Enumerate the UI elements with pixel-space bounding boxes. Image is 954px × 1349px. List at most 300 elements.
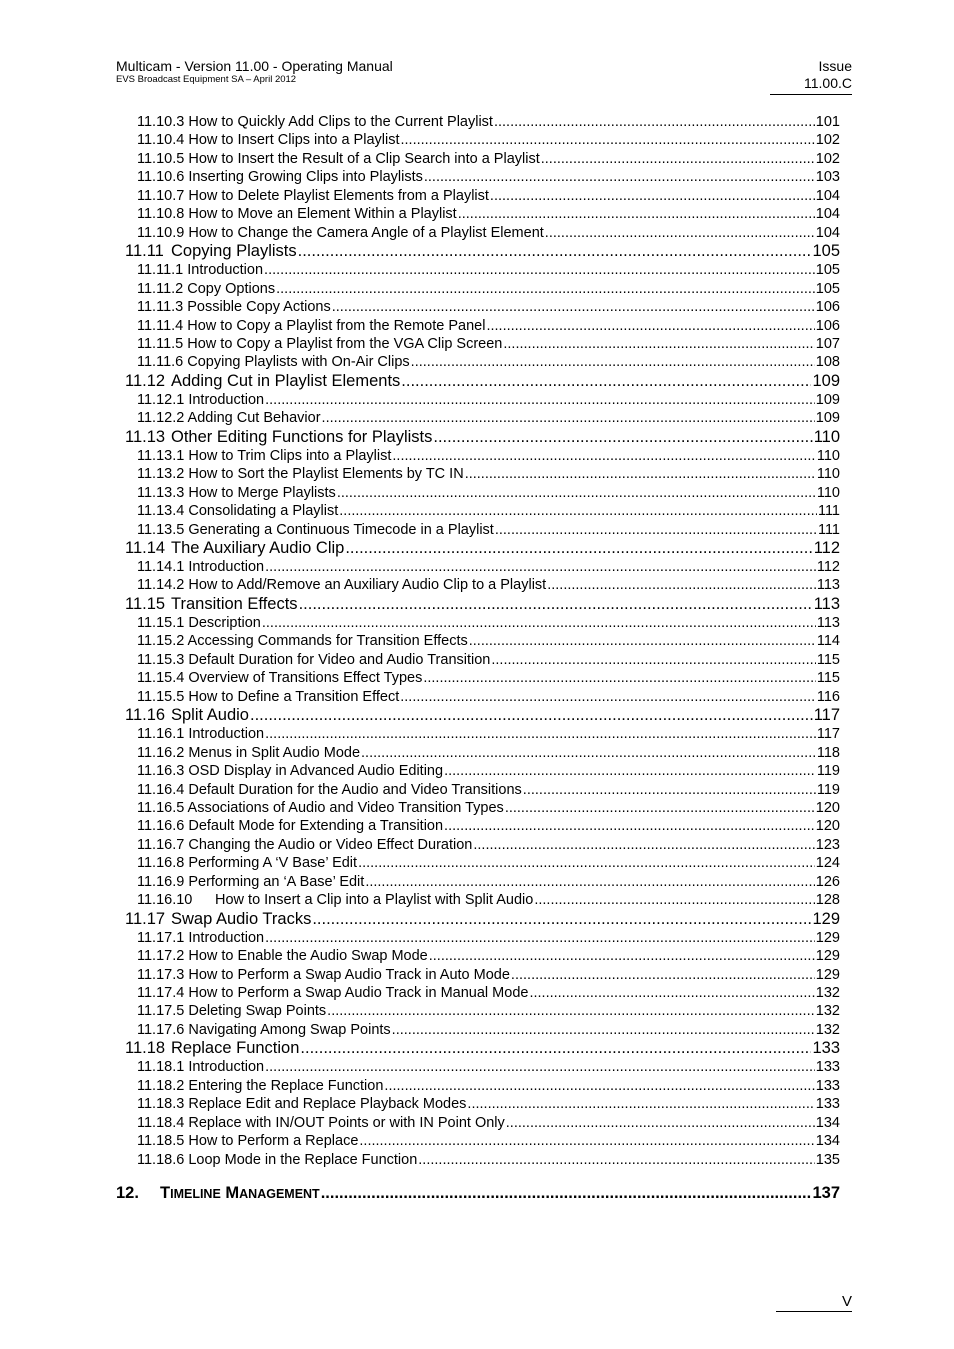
toc-subsection-entry[interactable] <box>137 799 840 817</box>
entry-title: How to Sort the Playlist Elements by TC IN <box>188 466 464 483</box>
issue-block <box>770 58 852 95</box>
entry-page-number: 102 <box>815 132 840 149</box>
entry-label <box>137 966 510 984</box>
dot-leader <box>361 744 816 762</box>
toc-subsection-entry[interactable] <box>137 984 840 1002</box>
entry-page-number: 113 <box>813 594 840 613</box>
entry-title: How to Delete Playlist Elements from a Playlist <box>188 187 489 204</box>
toc-subsection-entry[interactable] <box>137 150 840 168</box>
entry-label <box>137 817 443 835</box>
entry-title: How to Perform a Swap Audio Track in Manual Mode <box>188 985 529 1001</box>
entry-number: 11.18.4 <box>137 1114 185 1131</box>
entry-number: 11.16.6 <box>137 818 185 835</box>
entry-number: 11.16.7 <box>137 836 185 853</box>
toc-subsection-entry[interactable] <box>137 1095 840 1113</box>
entry-number: 11.12.2 <box>137 410 185 427</box>
entry-number: 11.11 <box>125 242 164 261</box>
dot-leader <box>265 725 816 743</box>
dot-leader <box>265 929 815 947</box>
issue-label: Issue <box>818 58 852 74</box>
toc-subsection-entry[interactable] <box>137 873 840 891</box>
entry-page-number: 104 <box>815 206 840 223</box>
dot-leader <box>365 873 814 891</box>
entry-label <box>137 762 443 780</box>
entry-page-number: 133 <box>812 1039 840 1058</box>
entry-number: 11.13.2 <box>137 466 185 483</box>
entry-label <box>125 372 400 391</box>
entry-number: 11.18.1 <box>137 1059 185 1076</box>
toc-subsection-entry[interactable] <box>137 891 840 909</box>
entry-number: 11.11.3 <box>137 299 184 316</box>
entry-page-number: 112 <box>816 559 840 575</box>
entry-number: 11.15.5 <box>137 688 185 705</box>
entry-title: Introduction <box>188 391 265 408</box>
toc-section-entry[interactable] <box>125 242 840 261</box>
dot-leader <box>401 372 811 391</box>
entry-label <box>137 353 410 371</box>
entry-title: Introduction <box>188 1059 265 1076</box>
manual-title: Multicam - Version 11.00 - Operating Manual <box>116 58 393 74</box>
dot-leader <box>429 947 815 965</box>
entry-title: The Auxiliary Audio Clip <box>171 539 345 557</box>
entry-label <box>137 558 264 576</box>
entry-label <box>137 280 275 298</box>
entry-title: How to Perform a Replace <box>188 1133 359 1150</box>
entry-page-number: 117 <box>813 706 840 725</box>
entry-title: Inserting Growing Clips into Playlists <box>188 169 423 186</box>
entry-number: 11.18 <box>125 1039 166 1058</box>
entry-title: Copying Playlists <box>171 242 297 261</box>
entry-page-number: 117 <box>816 726 840 743</box>
entry-title: Default Duration for Video and Audio Transition <box>188 651 491 668</box>
entry-number: 11.15.4 <box>137 670 185 687</box>
entry-page-number: 110 <box>816 484 840 501</box>
entry-page-number: 113 <box>816 577 840 594</box>
entry-label <box>137 781 522 799</box>
entry-label <box>137 484 336 502</box>
dot-leader <box>505 799 815 817</box>
entry-label <box>137 317 485 335</box>
entry-label <box>137 1021 391 1039</box>
entry-number: 11.13 <box>125 427 166 446</box>
toc-subsection-entry[interactable] <box>137 353 840 371</box>
entry-number: 11.15.3 <box>137 651 185 668</box>
entry-label <box>137 799 504 817</box>
entry-number: 11.13.3 <box>137 484 185 501</box>
toc-subsection-entry[interactable] <box>137 558 840 576</box>
entry-number: 11.11.5 <box>137 335 184 352</box>
entry-label <box>137 447 391 465</box>
entry-title: Performing an ‘A Base’ Edit <box>188 873 365 890</box>
entry-page-number: 105 <box>815 262 840 279</box>
entry-number: 11.10.6 <box>137 169 185 186</box>
entry-title: Replace with IN/OUT Points or with IN Point Only <box>188 1114 505 1131</box>
entry-page-number: 119 <box>816 781 840 798</box>
toc-subsection-entry[interactable] <box>137 131 840 149</box>
entry-label <box>137 502 338 520</box>
entry-label <box>137 131 399 149</box>
entry-page-number: 126 <box>815 873 840 890</box>
dot-leader <box>265 1058 815 1076</box>
entry-label <box>137 725 264 743</box>
dot-leader <box>503 335 814 353</box>
toc-subsection-entry[interactable] <box>137 447 840 465</box>
entry-title: Performing A ‘V Base’ Edit <box>188 855 358 872</box>
toc-subsection-entry[interactable] <box>137 391 840 409</box>
toc-section-entry[interactable] <box>125 428 840 447</box>
toc-subsection-entry[interactable] <box>137 1132 840 1150</box>
dot-leader <box>444 762 816 780</box>
entry-label <box>137 929 264 947</box>
entry-title: Default Mode for Extending a Transition <box>188 818 444 835</box>
entry-label <box>137 1058 264 1076</box>
entry-page-number: 110 <box>816 466 840 483</box>
toc-subsection-entry[interactable] <box>137 317 840 335</box>
entry-title: How to Merge Playlists <box>188 484 336 501</box>
entry-title: Consolidating a Playlist <box>188 503 339 520</box>
entry-page-number: 132 <box>815 1021 840 1038</box>
entry-label <box>125 428 432 447</box>
entry-title: How to Trim Clips into a Playlist <box>188 447 392 464</box>
toc-subsection-entry[interactable] <box>137 669 840 687</box>
dot-leader <box>465 465 816 483</box>
entry-title: How to Insert Clips into a Playlist <box>188 132 400 149</box>
entry-page-number: 110 <box>816 447 840 464</box>
toc-section-entry[interactable] <box>125 1039 840 1058</box>
toc-subsection-entry[interactable] <box>137 1114 840 1132</box>
dot-leader <box>392 1021 815 1039</box>
entry-label <box>137 1132 358 1150</box>
entry-label <box>137 669 422 687</box>
entry-page-number: 106 <box>815 317 840 334</box>
toc-subsection-entry[interactable] <box>137 688 840 706</box>
entry-number: 11.18.3 <box>137 1096 185 1113</box>
entry-number: 11.11.1 <box>137 262 184 279</box>
entry-title: Copy Options <box>187 280 276 297</box>
toc-subsection-entry[interactable] <box>137 781 840 799</box>
entry-number: 11.17 <box>125 909 166 928</box>
entry-label <box>125 910 311 929</box>
dot-leader <box>264 261 815 279</box>
entry-number: 11.17.5 <box>137 1003 185 1020</box>
entry-title: Deleting Swap Points <box>188 1003 327 1020</box>
entry-title: Navigating Among Swap Points <box>188 1021 391 1038</box>
toc-subsection-entry[interactable] <box>137 1151 840 1169</box>
toc-chapter-entry[interactable] <box>116 1182 840 1204</box>
toc-subsection-entry[interactable] <box>137 280 840 298</box>
entry-number: 11.18.5 <box>137 1133 185 1150</box>
entry-title: Overview of Transitions Effect Types <box>188 670 423 687</box>
dot-leader <box>433 428 812 447</box>
entry-label <box>137 744 360 762</box>
entry-number: 11.16.8 <box>137 855 185 872</box>
entry-label <box>137 984 528 1002</box>
entry-number: 11.17.2 <box>137 948 185 965</box>
entry-label <box>137 391 264 409</box>
entry-number: 11.10.4 <box>137 132 185 149</box>
entry-label <box>137 168 423 186</box>
entry-title: Swap Audio Tracks <box>171 909 312 928</box>
publisher-line: EVS Broadcast Equipment SA – April 2012 <box>116 74 297 85</box>
toc-subsection-entry[interactable] <box>137 614 840 632</box>
entry-label <box>137 113 493 131</box>
entry-label <box>125 1039 299 1058</box>
entry-title: Adding Cut in Playlist Elements <box>171 371 401 390</box>
toc-subsection-entry[interactable] <box>137 465 840 483</box>
toc-subsection-entry[interactable] <box>137 205 840 223</box>
entry-title: Copying Playlists with On-Air Clips <box>187 354 410 371</box>
toc-subsection-entry[interactable] <box>137 744 840 762</box>
toc-subsection-entry[interactable] <box>137 484 840 502</box>
entry-page-number: 112 <box>813 539 840 557</box>
entry-label <box>137 1077 383 1095</box>
dot-leader <box>444 817 815 835</box>
dot-leader <box>473 836 814 854</box>
entry-number: 11.18.2 <box>137 1077 185 1094</box>
dot-leader <box>495 521 817 539</box>
toc-subsection-entry[interactable] <box>137 929 840 947</box>
toc-section-entry[interactable] <box>125 595 840 614</box>
toc-subsection-entry[interactable] <box>137 651 840 669</box>
entry-number: 11.13.5 <box>137 521 185 538</box>
entry-page-number: 104 <box>815 224 840 241</box>
entry-number: 11.15.1 <box>137 614 185 631</box>
toc-subsection-entry[interactable] <box>137 261 840 279</box>
entry-page-number: 115 <box>816 670 840 687</box>
dot-leader <box>467 1095 814 1113</box>
toc-subsection-entry[interactable] <box>137 725 840 743</box>
entry-title: Replace Function <box>171 1039 300 1058</box>
entry-number: 11.16.9 <box>137 873 185 890</box>
entry-title: Replace Edit and Replace Playback Modes <box>188 1096 467 1113</box>
dot-leader <box>299 595 813 614</box>
entry-title: How to Move an Element Within a Playlist <box>188 206 457 223</box>
toc-subsection-entry[interactable] <box>137 966 840 984</box>
toc-subsection-entry[interactable] <box>137 298 840 316</box>
entry-label <box>137 261 263 279</box>
entry-number: 11.10.7 <box>137 187 185 204</box>
entry-page-number: 103 <box>815 169 840 186</box>
toc-section-entry[interactable] <box>125 539 840 558</box>
entry-page-number: 120 <box>815 799 840 816</box>
entry-title: Introduction <box>188 559 265 575</box>
entry-number: 11.16.5 <box>137 799 185 816</box>
toc-subsection-entry[interactable] <box>137 521 840 539</box>
toc-subsection-entry[interactable] <box>137 1021 840 1039</box>
entry-title: How to Quickly Add Clips to the Current Playlist <box>188 114 493 130</box>
entry-title: How to Copy a Playlist from the Remote Panel <box>187 317 486 334</box>
dot-leader <box>265 558 816 576</box>
entry-label <box>137 1002 326 1020</box>
entry-title: Adding Cut Behavior <box>187 410 321 427</box>
entry-page-number: 128 <box>815 892 840 909</box>
entry-title: How to Insert a Clip into a Playlist with Split Audio <box>215 892 534 909</box>
entry-page-number: 134 <box>815 1133 840 1150</box>
entry-page-number: 111 <box>817 521 840 538</box>
entry-page-number: 109 <box>812 371 840 390</box>
dot-leader <box>534 891 814 909</box>
entry-number: 11.16.4 <box>137 781 185 798</box>
entry-title: How to Enable the Audio Swap Mode <box>188 948 428 965</box>
entry-number: 11.12 <box>125 371 166 390</box>
entry-label <box>137 576 546 594</box>
entry-page-number: 133 <box>815 1096 840 1113</box>
entry-number: 11.13.4 <box>137 503 185 520</box>
dot-leader <box>545 224 815 242</box>
toc-subsection-entry[interactable] <box>137 187 840 205</box>
dot-leader <box>523 781 816 799</box>
dot-leader <box>392 447 815 465</box>
entry-title: Description <box>188 614 261 631</box>
page-footer-number: V <box>776 1293 852 1312</box>
dot-leader <box>547 576 816 594</box>
dot-leader <box>337 484 816 502</box>
entry-title: Other Editing Functions for Playlists <box>171 427 433 446</box>
toc-subsection-entry[interactable] <box>137 632 840 650</box>
toc-subsection-entry[interactable] <box>137 335 840 353</box>
entry-title: Split Audio <box>171 706 249 725</box>
entry-number: 11.15.2 <box>137 633 185 650</box>
entry-page-number: 116 <box>816 688 840 705</box>
entry-number: 11.15 <box>125 594 166 613</box>
dot-leader <box>469 632 816 650</box>
dot-leader <box>541 150 815 168</box>
entry-page-number: 106 <box>815 299 840 316</box>
dot-leader <box>418 1151 815 1169</box>
toc-subsection-entry[interactable] <box>137 947 840 965</box>
toc-subsection-entry[interactable] <box>137 854 840 872</box>
dot-leader <box>423 669 816 687</box>
entry-title: Transition Effects <box>171 594 298 613</box>
entry-page-number: 133 <box>815 1059 840 1076</box>
entry-number: 11.17.3 <box>137 966 185 983</box>
toc-subsection-entry[interactable] <box>137 1002 840 1020</box>
entry-title: Introduction <box>187 262 264 279</box>
entry-number: 11.13.1 <box>137 447 185 464</box>
entry-number: 11.14.2 <box>137 577 185 594</box>
chapter-label: 12. TIMELINE MANAGEMENT <box>116 1184 320 1203</box>
dot-leader <box>511 966 815 984</box>
entry-page-number: 111 <box>817 503 840 520</box>
entry-label <box>137 651 490 669</box>
entry-label <box>137 521 494 539</box>
entry-page-number: 124 <box>815 855 840 872</box>
entry-title: Introduction <box>188 929 265 946</box>
toc-subsection-entry[interactable] <box>137 836 840 854</box>
entry-page-number: 129 <box>815 966 840 983</box>
entry-number: 11.17.1 <box>137 929 185 946</box>
entry-number: 11.14.1 <box>137 559 185 575</box>
entry-title: How to Add/Remove an Auxiliary Audio Clip to a Playlist <box>188 577 547 594</box>
dot-leader <box>322 409 815 427</box>
entry-label <box>137 1095 466 1113</box>
entry-number: 11.11.4 <box>137 317 184 334</box>
entry-title: Introduction <box>188 726 265 743</box>
toc-subsection-entry[interactable] <box>137 576 840 594</box>
toc-subsection-entry[interactable] <box>137 224 840 242</box>
entry-page-number: 110 <box>813 427 840 446</box>
entry-page-number: 132 <box>815 985 840 1001</box>
entry-number: 11.16.1 <box>137 726 185 743</box>
dot-leader <box>358 854 815 872</box>
entry-label <box>137 688 399 706</box>
entry-title: How to Perform a Swap Audio Track in Auto Mode <box>188 966 510 983</box>
toc-subsection-entry[interactable] <box>137 1058 840 1076</box>
dot-leader <box>400 131 814 149</box>
entry-label <box>137 205 457 223</box>
toc-subsection-entry[interactable] <box>137 113 840 131</box>
toc-subsection-entry[interactable] <box>137 502 840 520</box>
entry-label <box>137 873 364 891</box>
toc-subsection-entry[interactable] <box>137 168 840 186</box>
entry-page-number: 129 <box>815 948 840 965</box>
dot-leader <box>494 113 815 131</box>
dot-leader <box>384 1077 814 1095</box>
toc-subsection-entry[interactable] <box>137 409 840 427</box>
toc-subsection-entry[interactable] <box>137 762 840 780</box>
dot-leader <box>265 391 815 409</box>
entry-number: 11.11.6 <box>137 354 184 371</box>
entry-number: 11.16.10 <box>137 892 193 909</box>
entry-title: Accessing Commands for Transition Effects <box>187 633 468 650</box>
entry-page-number: 133 <box>815 1077 840 1094</box>
toc-section-entry[interactable] <box>125 706 840 725</box>
entry-label <box>137 465 464 483</box>
entry-title: How to Copy a Playlist from the VGA Clip Screen <box>187 335 503 352</box>
entry-label <box>137 187 489 205</box>
entry-title: Possible Copy Actions <box>187 299 331 316</box>
toc-subsection-entry[interactable] <box>137 817 840 835</box>
entry-label <box>137 632 468 650</box>
dot-leader <box>529 984 814 1002</box>
entry-title: Entering the Replace Function <box>188 1077 384 1094</box>
dot-leader <box>506 1114 815 1132</box>
entry-page-number: 119 <box>816 763 840 780</box>
entry-title: Loop Mode in the Replace Function <box>188 1151 418 1168</box>
entry-label <box>137 1151 417 1169</box>
entry-title: How to Insert the Result of a Clip Search into a Playlist <box>188 150 540 167</box>
entry-page-number: 118 <box>816 744 840 761</box>
entry-label <box>125 539 344 558</box>
toc-section-entry[interactable] <box>125 910 840 929</box>
dot-leader <box>312 910 811 929</box>
entry-number: 11.17.4 <box>137 985 185 1001</box>
entry-title: Generating a Continuous Timecode in a Playlist <box>188 521 494 538</box>
entry-title: OSD Display in Advanced Audio Editing <box>188 763 444 780</box>
entry-page-number: 129 <box>815 929 840 946</box>
entry-page-number: 135 <box>815 1151 840 1168</box>
entry-label <box>137 1114 505 1132</box>
entry-page-number: 108 <box>815 354 840 371</box>
entry-label <box>137 409 321 427</box>
toc-subsection-entry[interactable] <box>137 1077 840 1095</box>
entry-page-number: 102 <box>815 150 840 167</box>
entry-label <box>137 854 357 872</box>
dot-leader <box>345 539 812 558</box>
entry-number: 11.10.5 <box>137 150 185 167</box>
entry-title: How to Change the Camera Angle of a Playlist Element <box>188 224 544 241</box>
dot-leader <box>332 298 815 316</box>
entry-number: 11.18.6 <box>137 1151 185 1168</box>
entry-page-number: 115 <box>816 651 840 668</box>
entry-label <box>137 947 428 965</box>
entry-title: Default Duration for the Audio and Video Transitions <box>188 781 522 798</box>
dot-leader <box>321 1182 812 1204</box>
dot-leader <box>490 187 815 205</box>
entry-number: 11.11.2 <box>137 280 184 297</box>
entry-number: 11.14 <box>125 539 166 557</box>
toc-section-entry[interactable] <box>125 372 840 391</box>
